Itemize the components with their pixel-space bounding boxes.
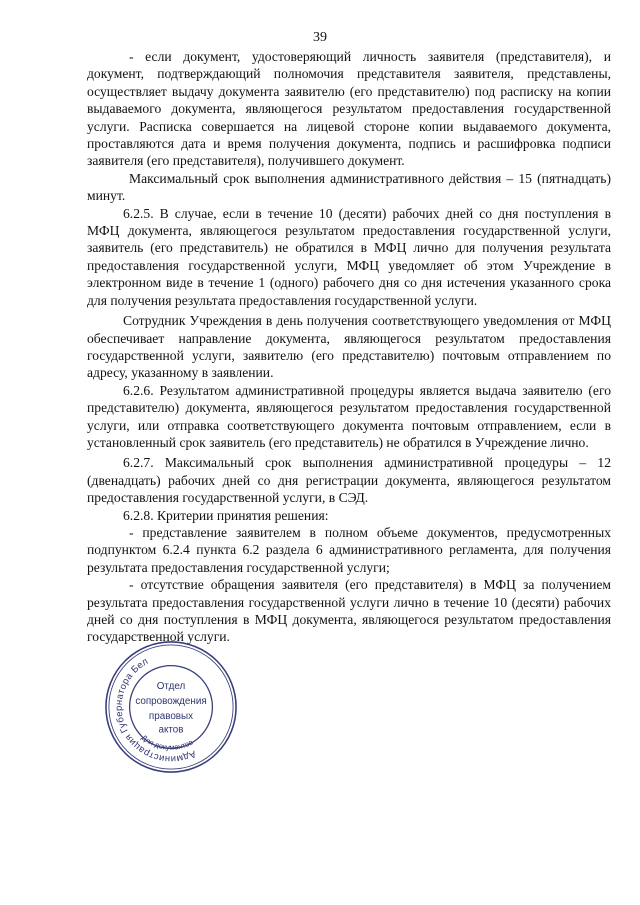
stamp-line-3: правовых	[148, 710, 194, 722]
paragraph-6-2-7: 6.2.7. Максимальный срок выполнения административной процедуры – 12 (двенадцать) рабочих дней со дня регистрации документа, являющегося результатом предоставления государственной услуги, в СЭД.	[87, 455, 611, 506]
page-number: 39	[313, 30, 327, 45]
stamp-line-4: актов	[158, 724, 184, 736]
paragraph-6-2-8: 6.2.8. Критерии принятия решения:	[123, 507, 329, 523]
stamp-line-2: сопровождения	[135, 696, 207, 708]
paragraph-6-2-5: 6.2.5. В случае, если в течение 10 (десяти) рабочих дней со дня поступления в МФЦ документа, являющегося результатом предоставления государственной услуги, заявитель (его представитель) не обратился в МФЦ лично для получения результата предоставления государственной услуги, МФЦ уведомляет об этом Учреждение в электронном виде в течение 1 (одного) рабочего дня со дня истечения указанного срока для получения результата предоставления государственной услуги.	[87, 205, 611, 308]
stamp-graphic	[102, 638, 240, 776]
paragraph-6-2-6: 6.2.6. Результатом административной процедуры является выдача заявителю (его представителю) документа, являющегося результатом предоставления государственной услуги, или отправка соответствующего документа почтовым отправлением, если в установленный срок заявитель (его представитель) не обратился в Учреждение лично.	[87, 382, 611, 450]
department-stamp	[102, 638, 240, 776]
stamp-ring-text-top: Администрация Губернатора Белгородской	[113, 655, 198, 765]
paragraph-institution-employee: Сотрудник Учреждения в день получения соответствующего уведомления от МФЦ обеспечивает направление документа, являющегося результатом предоставления государственной услуги, заявителю (его представителю) почтовым отправлением по адресу, указанному в заявлении.	[87, 313, 611, 381]
document-body	[87, 48, 611, 646]
stamp-line-1: Отдел	[156, 681, 186, 693]
paragraph-max-time-action: Максимальный срок выполнения административного действия – 15 (пятнадцать) минут.	[87, 170, 611, 204]
paragraph-issue-document: - если документ, удостоверяющий личность заявителя (представителя), и документ, подтверждающий полномочия представителя заявителя, представлены, осуществляет выдачу документа заявителю (его представителю) под расписку на копии выдаваемого документа, являющегося результатом предоставления государственной услуги. Расписка совершается на лицевой стороне копии выдаваемого документа, проставляются дата и время получения документа, подпись и расшифровка подписи заявителя (его представителя), получившего документ.	[87, 49, 611, 169]
paragraph-criterion-2: - отсутствие обращения заявителя (его представителя) в МФЦ за получением результата предоставления государственной услуги лично в течение 10 (десяти) рабочих дней со дня поступления в МФЦ документа, являющегося результатом предоставления государственной услуги.	[87, 577, 611, 645]
stamp-ring-text-bottom: Для документов	[139, 732, 195, 752]
paragraph-criterion-1: - представление заявителем в полном объеме документов, предусмотренных подпунктом 6.2.4 пункта 6.2 раздела 6 административного регламента, для получения результата предоставления государственной услуги;	[87, 524, 611, 575]
